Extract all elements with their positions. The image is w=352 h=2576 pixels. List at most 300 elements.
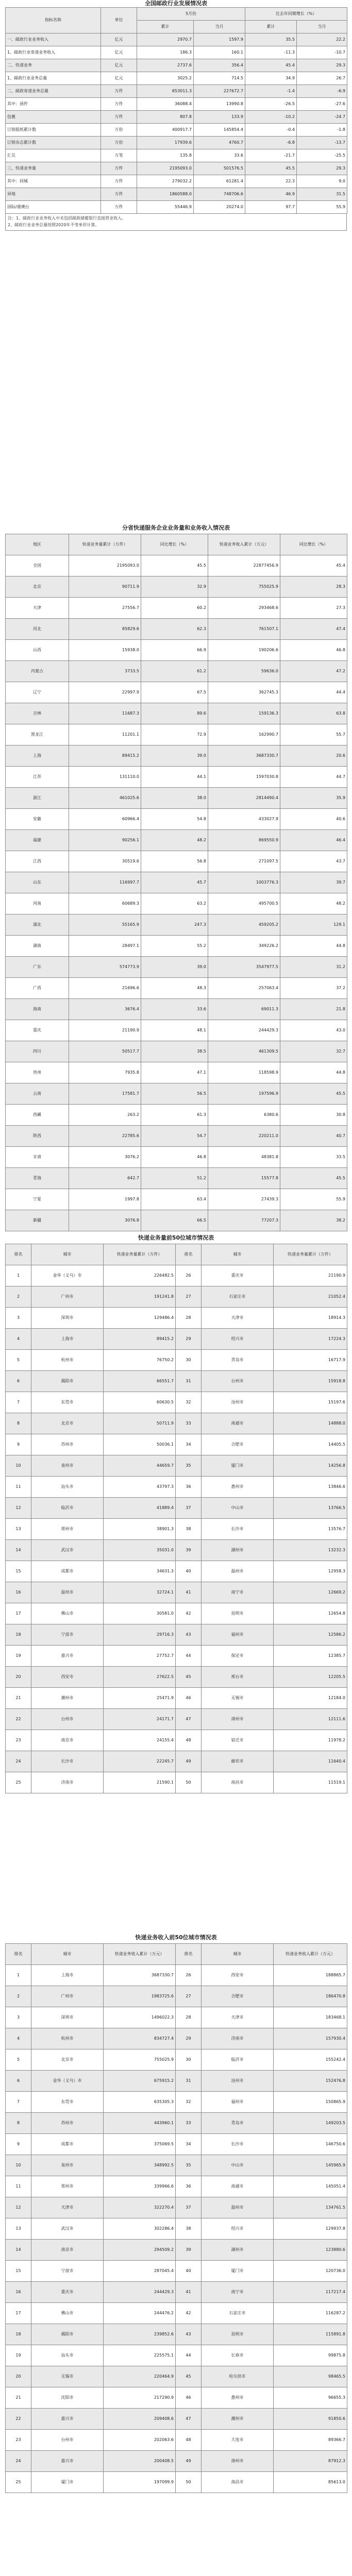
cumulative-value: 186.3 [137,46,194,59]
city-name: 济南市 [202,2028,274,2049]
volume-growth: 48.1 [141,1020,208,1041]
revenue-value: 322270.4 [104,2197,176,2218]
rank: 38 [176,2218,202,2240]
table-row [6,124,347,137]
revenue-value: 755025.9 [104,2049,176,2071]
table-row [6,2113,347,2134]
city-name: 嘉兴市 [31,2409,104,2430]
volume-value: 22785.6 [69,1126,141,1147]
revenue-value: 1983725.6 [104,1986,176,2007]
volume-value: 28497.1 [69,936,141,957]
volume-value: 27556.7 [69,598,141,619]
revenue-value: 188865.7 [274,1965,347,1986]
table-row [6,872,347,893]
yoy-current: 55.9 [297,201,347,214]
volume-growth: 38.5 [141,1041,208,1062]
table-row [6,85,347,98]
yoy-cumulative: 46.9 [245,188,297,201]
rank: 28 [176,1308,202,1329]
city-name: 佛山市 [31,2303,104,2324]
region-name: 内蒙古 [6,661,69,682]
volume-growth: 67.5 [141,682,208,703]
revenue-value: 244429.3 [104,2282,176,2303]
city-name: 西安市 [31,1667,104,1688]
revenue-value: 3547977.5 [208,957,280,978]
rank: 3 [6,2007,31,2028]
revenue-value: 89366.7 [274,2430,347,2451]
revenue-value: 239852.6 [104,2324,176,2345]
revenue-value: 117217.4 [274,2282,347,2303]
revenue-value: 755025.9 [208,577,280,598]
yoy-current: -6.9 [297,85,347,98]
volume-value: 14405.5 [274,1434,347,1455]
city-name: 绍兴市 [202,1329,274,1350]
rank: 22 [6,2409,31,2430]
revenue-growth: 55.7 [280,724,347,745]
table-row [6,2409,347,2430]
city-name: 保定市 [202,1646,274,1667]
province-table-title: 分省快递服务企业业务量和业务收入情况表 [122,524,230,531]
city-name: 台州市 [202,1371,274,1392]
volume-value: 12669.2 [274,1582,347,1603]
rank: 30 [176,1350,202,1371]
table-row [6,978,347,999]
volume-growth: 63.4 [141,1189,208,1210]
rank: 29 [176,1329,202,1350]
unit: 万件 [101,85,137,98]
revenue-value: 244476.2 [104,2303,176,2324]
revenue-growth: 27.3 [280,598,347,619]
city-name: 揭阳市 [31,1371,104,1392]
revenue-value: 197099.9 [104,2472,176,2493]
table-row [6,1709,347,1730]
table-row [6,1189,347,1210]
revenue-growth: 44.8 [280,936,347,957]
region-name: 北京 [6,577,69,598]
current-month-value: 33.6 [194,149,245,162]
table-row [6,936,347,957]
rank: 16 [6,1582,31,1603]
volume-value: 574773.9 [69,957,141,978]
table-row [6,2176,347,2197]
table-row [6,1965,347,1986]
rank: 13 [6,1519,31,1540]
region-name: 陕西 [6,1126,69,1147]
table-row [6,2240,347,2261]
table-row [6,98,347,111]
table-row [6,999,347,1020]
table-row [6,2387,347,2409]
col-revenue: 快递业务收入累计（万元） [274,1944,347,1965]
table-row [6,2049,347,2071]
cumulative-value: 36088.4 [137,98,194,111]
unit: 万件 [101,98,137,111]
indicator-name: 国际/港澳台 [6,201,101,214]
table-row [6,46,347,59]
table-row [6,1519,347,1540]
table-row [6,2134,347,2155]
col-yoy: 比去年同期增长（%） [245,8,347,21]
revenue-value: 123880.6 [274,2240,347,2261]
yoy-cumulative: -26.5 [245,98,297,111]
industry-table-title: 全国邮政行业发展情况表 [145,0,207,7]
city-name: 昆明市 [202,1603,274,1624]
volume-value: 2195093.0 [69,555,141,577]
rank: 50 [176,1772,202,1793]
revenue-value: 635305.3 [104,2092,176,2113]
city-name: 温州市 [31,1582,104,1603]
yoy-current: 29.3 [297,59,347,72]
revenue-growth: 45.4 [280,555,347,577]
region-name: 西藏 [6,1105,69,1126]
region-name: 云南 [6,1083,69,1105]
revenue-value: 98465.5 [274,2366,347,2387]
region-name: 浙江 [6,788,69,809]
city-name: 广州市 [31,1986,104,2007]
volume-growth: 55.2 [141,936,208,957]
cumulative-value: 2195093.0 [137,162,194,175]
volume-value: 90256.1 [69,830,141,851]
table-row [6,1265,347,1286]
city-name: 苏州市 [31,2113,104,2134]
current-month-value: 20274.0 [194,201,245,214]
table-row [6,2430,347,2451]
volume-value: 30519.6 [69,851,141,872]
revenue-value: 294509.2 [104,2240,176,2261]
rank: 21 [6,2387,31,2409]
revenue-value: 27439.3 [208,1189,280,1210]
col-city: 城市 [31,1244,104,1265]
col-month: 5月份 [137,8,245,21]
volume-value: 24171.7 [104,1709,176,1730]
city-name: 汕头市 [31,1477,104,1498]
rank: 46 [176,1688,202,1709]
revenue-growth: 40.6 [280,809,347,830]
revenue-growth: 46.4 [280,830,347,851]
revenue-value: 3687330.7 [104,1965,176,1986]
rank: 3 [6,1308,31,1329]
table-row [6,188,347,201]
city-name: 临沂市 [31,1498,104,1519]
col-volume: 快递业务量累计（万件） [104,1244,176,1265]
rank: 26 [176,1965,202,1986]
city-name: 中山市 [202,1498,274,1519]
rank: 39 [176,1540,202,1561]
table-row [6,1477,347,1498]
table-row [6,1603,347,1624]
city-name: 宁波市 [31,1624,104,1646]
table-row [6,1147,347,1168]
city-name: 郑州市 [31,1519,104,1540]
table-row [6,137,347,149]
rank: 31 [176,1371,202,1392]
revenue-value: 6380.6 [208,1105,280,1126]
region-name: 重庆 [6,1020,69,1041]
region-name: 天津 [6,598,69,619]
city-name: 广州市 [31,1286,104,1308]
rank: 33 [176,2113,202,2134]
revenue-growth: 43.0 [280,1020,347,1041]
yoy-cumulative: 97.7 [245,201,297,214]
volume-cities-table-body [6,1265,347,1793]
rank: 26 [176,1265,202,1286]
city-name: 青岛市 [202,2113,274,2134]
volume-growth: 72.9 [141,724,208,745]
city-name: 郑州市 [31,2176,104,2197]
region-name: 山东 [6,872,69,893]
region-name: 黑龙江 [6,724,69,745]
city-name: 泉州市 [31,2155,104,2176]
revenue-value: 257063.4 [208,978,280,999]
col-rank: 排名 [6,1244,31,1265]
revenue-value: 91850.6 [274,2409,347,2430]
volume-growth: 51.2 [141,1168,208,1189]
city-name: 福州市 [202,2092,274,2113]
revenue-value: 362745.3 [208,682,280,703]
revenue-value: 461309.5 [208,1041,280,1062]
rank: 34 [176,1434,202,1455]
volume-growth: 247.3 [141,914,208,936]
col-region: 地区 [6,534,69,555]
unit: 万份 [101,137,137,149]
rank: 4 [6,2028,31,2049]
table-row [6,1062,347,1083]
volume-growth: 32.9 [141,577,208,598]
table-row [6,1772,347,1793]
current-month-value: 501576.5 [194,162,245,175]
city-name: 揭阳市 [31,2324,104,2345]
revenue-cities-table-body [6,1965,347,2493]
yoy-current: -10.7 [297,46,347,59]
rank: 37 [176,2197,202,2218]
region-name: 甘肃 [6,1147,69,1168]
col-yoy-current: 当月 [297,21,347,33]
table-row [6,1020,347,1041]
revenue-value: 118598.9 [208,1062,280,1083]
rank: 41 [176,2282,202,2303]
revenue-growth: 40.7 [280,1126,347,1147]
city-name: 临沂市 [202,2049,274,2071]
revenue-value: 339966.6 [104,2176,176,2197]
rank: 20 [6,1667,31,1688]
volume-value: 21190.9 [69,1020,141,1041]
rank: 32 [176,1392,202,1413]
table-row [6,2261,347,2282]
city-name: 长春市 [202,2345,274,2366]
table-row [6,1308,347,1329]
rank: 27 [176,1986,202,2007]
revenue-value: 287045.4 [104,2261,176,2282]
rank: 34 [176,2134,202,2155]
current-month-value: 145854.4 [194,124,245,137]
city-name: 惠州市 [202,2387,274,2409]
rank: 18 [6,1624,31,1646]
col-unit: 单位 [101,8,137,33]
rank: 35 [176,2155,202,2176]
city-name: 昆明市 [202,2324,274,2345]
volume-growth: 54.7 [141,1126,208,1147]
col-revenue-growth: 同比增长（%） [280,534,347,555]
revenue-growth: 21.8 [280,999,347,1020]
current-month-value: 13990.8 [194,98,245,111]
table-row [6,1041,347,1062]
revenue-value: 87912.3 [274,2451,347,2472]
city-name: 济南市 [31,1772,104,1793]
volume-growth: 66.5 [141,1210,208,1231]
cumulative-value: 55446.9 [137,201,194,214]
cumulative-value: 400917.7 [137,124,194,137]
volume-value: 17581.7 [69,1083,141,1105]
revenue-growth: 31.2 [280,957,347,978]
revenue-value: 433027.9 [208,809,280,830]
city-name: 重庆市 [31,2282,104,2303]
revenue-cities-table [5,1943,347,2493]
city-name: 大连市 [202,2430,274,2451]
revenue-growth: 37.2 [280,978,347,999]
volume-value: 191241.8 [104,1286,176,1308]
rank: 10 [6,1455,31,1477]
region-name: 安徽 [6,809,69,830]
city-name: 长沙市 [202,1519,274,1540]
revenue-growth: 45.5 [280,1083,347,1105]
revenue-growth: 44.7 [280,767,347,788]
yoy-current: -1.8 [297,124,347,137]
volume-growth: 56.5 [141,1083,208,1105]
city-name: 沧州市 [202,1392,274,1413]
rank: 47 [176,2409,202,2430]
volume-value: 12385.7 [274,1646,347,1667]
industry-section [5,0,347,231]
region-name: 河南 [6,893,69,914]
rank: 31 [176,2071,202,2092]
current-month-value: 714.5 [194,72,245,85]
indicator-name: 二、邮政寄递业务总量 [6,85,101,98]
revenue-value: 761507.1 [208,619,280,640]
region-name: 广西 [6,978,69,999]
volume-growth: 44.1 [141,767,208,788]
city-name: 绍兴市 [202,2218,274,2240]
table-row [6,830,347,851]
rank: 25 [6,2472,31,2493]
region-name: 上海 [6,745,69,767]
rank: 40 [176,2261,202,2282]
revenue-growth: 35.9 [280,788,347,809]
revenue-value: 96655.3 [274,2387,347,2409]
revenue-cities-table-title: 快递业务收入前50位城市情况表 [135,1934,217,1941]
col-revenue: 快递业务收入累计（万元） [208,534,280,555]
table-row [6,2472,347,2493]
city-name: 无锡市 [202,1688,274,1709]
volume-value: 30581.0 [104,1603,176,1624]
cumulative-value: 807.8 [137,111,194,124]
current-month-value: 227672.7 [194,85,245,98]
current-month-value: 356.4 [194,59,245,72]
revenue-value: 162990.7 [208,724,280,745]
table-row [6,1986,347,2007]
table-row [6,59,347,72]
table-row [6,703,347,724]
volume-value: 11687.3 [69,703,141,724]
region-name: 江苏 [6,767,69,788]
yoy-cumulative: -1.4 [245,85,297,98]
rank: 10 [6,2155,31,2176]
volume-cities-table [5,1244,347,1793]
yoy-cumulative: 34.9 [245,72,297,85]
volume-value: 66551.7 [104,1371,176,1392]
rank: 36 [176,1477,202,1498]
city-name: 泉州市 [31,1455,104,1477]
rank: 7 [6,2092,31,2113]
yoy-cumulative: -0.4 [245,124,297,137]
cumulative-value: 17939.6 [137,137,194,149]
yoy-cumulative: 45.5 [245,162,297,175]
table-row [6,1667,347,1688]
col-volume-growth: 同比增长（%） [141,534,208,555]
yoy-current: -24.7 [297,111,347,124]
city-name: 佛山市 [31,1603,104,1624]
table-row [6,1688,347,1709]
city-name: 宿迁市 [202,1730,274,1751]
city-name: 惠州市 [202,1477,274,1498]
city-name: 南宁市 [202,1582,274,1603]
city-name: 天津市 [31,2197,104,2218]
revenue-value: 99875.8 [274,2345,347,2366]
revenue-value: 200408.5 [104,2451,176,2472]
rank: 16 [6,2282,31,2303]
city-name: 嘉兴市 [31,2451,104,2472]
rank: 17 [6,2303,31,2324]
revenue-value: 183468.1 [274,2007,347,2028]
region-name: 辽宁 [6,682,69,703]
volume-growth: 66.9 [141,640,208,661]
rank: 49 [176,1751,202,1772]
cumulative-value: 2737.6 [137,59,194,72]
city-name: 无锡市 [31,2366,104,2387]
city-name: 成都市 [31,2134,104,2155]
revenue-growth: 39.7 [280,872,347,893]
volume-value: 17224.3 [274,1329,347,1350]
rank: 14 [6,2240,31,2261]
rank: 13 [6,2218,31,2240]
table-row [6,1498,347,1519]
revenue-value: 190206.6 [208,640,280,661]
indicator-name: 三、快递业务量 [6,162,101,175]
rank: 6 [6,1371,31,1392]
unit: 亿元 [101,46,137,59]
volume-value: 12654.8 [274,1603,347,1624]
volume-value: 1997.8 [69,1189,141,1210]
revenue-value: 145965.9 [274,2155,347,2176]
volume-growth: 61.2 [141,661,208,682]
table-row [6,893,347,914]
region-name: 贵州 [6,1062,69,1083]
rank: 41 [176,1582,202,1603]
rank: 45 [176,1667,202,1688]
volume-value: 16717.9 [274,1350,347,1371]
city-name: 武汉市 [31,1540,104,1561]
yoy-current: -13.7 [297,137,347,149]
region-name: 福建 [6,830,69,851]
rank: 17 [6,1603,31,1624]
volume-value: 25471.9 [104,1688,176,1709]
city-name: 湖州市 [202,1540,274,1561]
table-row [6,2028,347,2049]
volume-value: 35031.0 [104,1540,176,1561]
city-name: 青岛市 [202,1350,274,1371]
revenue-value: 59636.0 [208,661,280,682]
volume-value: 22245.7 [104,1751,176,1772]
volume-value: 15918.8 [274,1371,347,1392]
